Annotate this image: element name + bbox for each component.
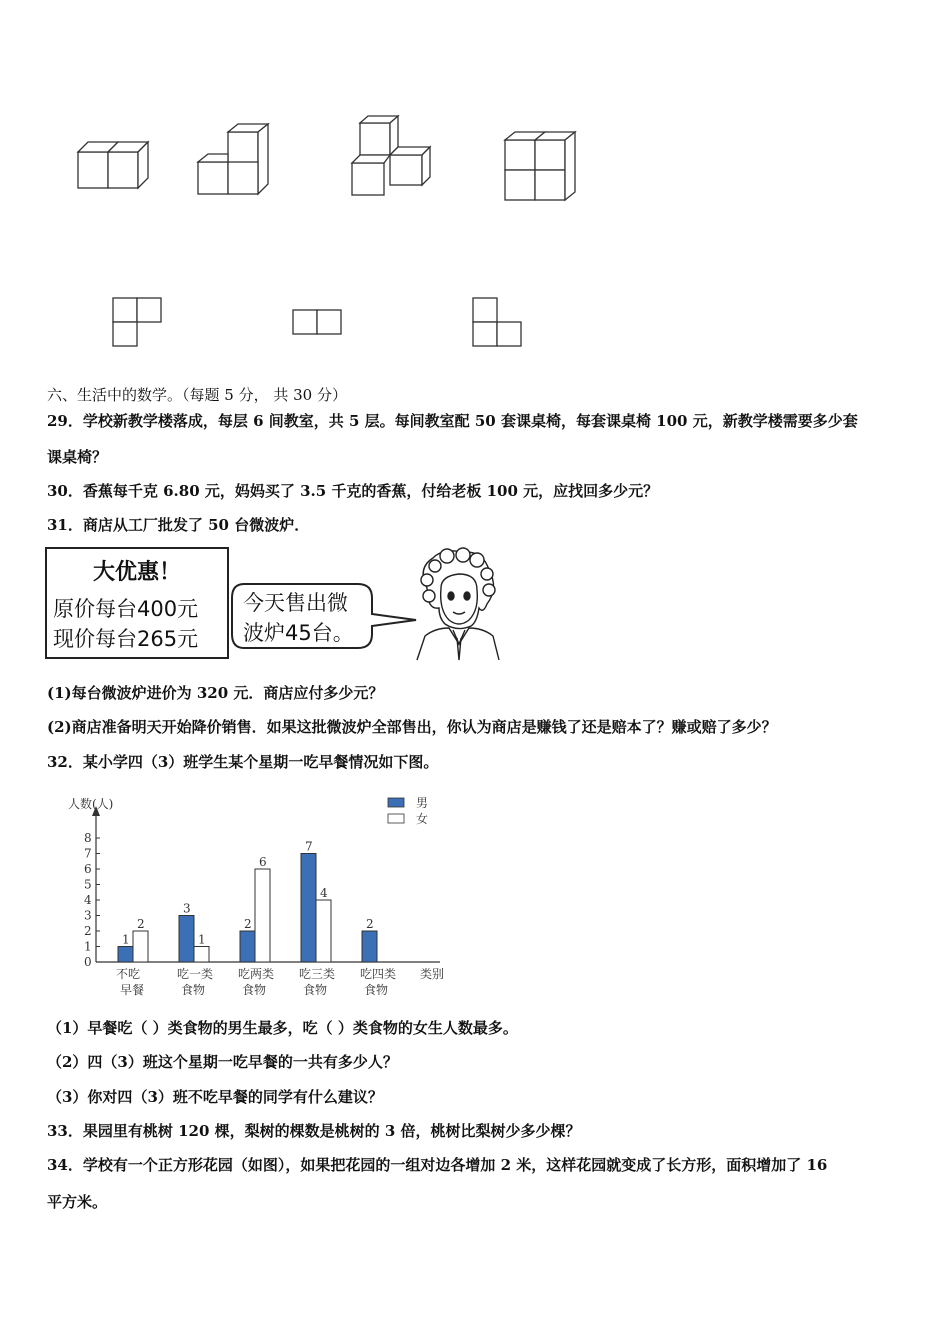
question-34-line1: 34．学校有一个正方形花园（如图），如果把花园的一组对边各增加 2 米，这样花园就变成了长方形，面积增加了 16 bbox=[47, 1156, 828, 1174]
question-29-line2: 课桌椅？ bbox=[47, 448, 108, 466]
question-33: 33．果园里有桃树 120 棵，梨树的棵数是桃树的 3 倍，桃树比梨树少多少棵？ bbox=[47, 1122, 581, 1140]
question-32: 32．某小学四（3）班学生某个星期一吃早餐情况如下图。 bbox=[47, 753, 439, 771]
question-32-sub3: （3）你对四（3）班不吃早餐的同学有什么建议？ bbox=[47, 1088, 383, 1106]
question-32-sub2: （2）四（3）班这个星期一吃早餐的一共有多少人？ bbox=[47, 1053, 398, 1071]
cube-figure-1 bbox=[78, 140, 150, 192]
chart-xlabel: 类别 bbox=[420, 967, 445, 981]
category-label: 食物 bbox=[181, 983, 206, 997]
question-31-sub1: (1)每台微波炉进价为 320 元．商店应付多少元？ bbox=[47, 684, 384, 702]
question-32-sub1: （1）早餐吃（ ）类食物的男生最多，吃（ ）类食物的女生人数最多。 bbox=[47, 1019, 518, 1037]
chart-ylabel: 人数(人) bbox=[68, 797, 114, 811]
bar-label-female: 1 bbox=[198, 932, 206, 947]
y-tick-label: 0 bbox=[84, 955, 92, 969]
bar-label-male: 2 bbox=[244, 917, 252, 931]
category-label: 吃四类 bbox=[360, 967, 397, 981]
category-label: 吃两类 bbox=[238, 967, 275, 981]
bar-label-female: 2 bbox=[137, 917, 145, 931]
category-label: 早餐 bbox=[120, 983, 145, 997]
category-label: 吃三类 bbox=[299, 967, 336, 981]
bar-male bbox=[301, 854, 316, 963]
y-tick-label: 8 bbox=[84, 831, 92, 845]
y-tick-label: 3 bbox=[84, 908, 92, 923]
question-29-line1: 29．学校新教学楼落成，每层 6 间教室，共 5 层。每间教室配 50 套课桌椅，每套课桌椅 100 元，新教学楼需要多少套 bbox=[47, 412, 858, 430]
promo-sign bbox=[45, 547, 229, 659]
bar-label-male: 2 bbox=[366, 917, 374, 931]
bar-male bbox=[240, 931, 255, 962]
category-label: 食物 bbox=[303, 983, 328, 997]
bar-label-male: 7 bbox=[305, 839, 313, 854]
question-34-line2: 平方米。 bbox=[47, 1193, 108, 1211]
bar-label-female: 4 bbox=[320, 886, 328, 900]
question-31: 31．商店从工厂批发了 50 台微波炉． bbox=[47, 516, 310, 534]
cube-figure-2 bbox=[198, 122, 270, 194]
bubble-line-2: 波炉45台。 bbox=[243, 621, 354, 645]
bar-female bbox=[194, 947, 209, 963]
bar-female bbox=[133, 931, 148, 962]
bar-female bbox=[316, 900, 331, 962]
bar-female bbox=[255, 869, 270, 962]
bubble-line-1: 今天售出微 bbox=[243, 591, 348, 615]
teacher-illustration bbox=[413, 548, 499, 660]
view-figure-1 bbox=[112, 297, 162, 347]
bar-label-male: 1 bbox=[122, 932, 130, 947]
breakfast-bar-chart bbox=[60, 790, 460, 1005]
y-tick-label: 2 bbox=[84, 924, 92, 938]
bar-male bbox=[179, 916, 194, 963]
category-label: 食物 bbox=[364, 983, 389, 997]
category-label: 吃一类 bbox=[177, 967, 214, 981]
y-tick-label: 5 bbox=[84, 877, 92, 892]
legend-female: 女 bbox=[416, 812, 429, 826]
legend-male: 男 bbox=[416, 796, 429, 810]
view-figure-2 bbox=[292, 309, 342, 335]
cube-figure-4 bbox=[505, 130, 577, 202]
y-tick-label: 6 bbox=[84, 862, 92, 876]
y-tick-label: 4 bbox=[84, 893, 92, 907]
view-figure-3 bbox=[472, 297, 522, 347]
question-31-sub2: (2)商店准备明天开始降价销售．如果这批微波炉全部售出，你认为商店是赚钱了还是赔本了？赚或赔了多少？ bbox=[47, 718, 777, 736]
promo-original-price: 原价每台400元 bbox=[53, 597, 199, 621]
y-tick-label: 7 bbox=[84, 846, 92, 861]
promo-current-price: 现价每台265元 bbox=[53, 627, 199, 651]
y-tick-label: 1 bbox=[84, 939, 92, 954]
section-title: 六、生活中的数学。（每题 5 分， 共 30 分） bbox=[47, 386, 347, 404]
category-label: 食物 bbox=[242, 983, 267, 997]
question-30: 30．香蕉每千克 6.80 元，妈妈买了 3.5 千克的香蕉，付给老板 100 元，应找回多少元？ bbox=[47, 482, 659, 500]
bar-label-male: 3 bbox=[183, 901, 191, 916]
bar-male bbox=[118, 947, 133, 963]
category-label: 不吃 bbox=[116, 967, 141, 981]
cube-figure-3 bbox=[350, 115, 434, 197]
bar-label-female: 6 bbox=[259, 855, 267, 869]
bar-male bbox=[362, 931, 377, 962]
promo-title: 大优惠！ bbox=[92, 560, 181, 585]
